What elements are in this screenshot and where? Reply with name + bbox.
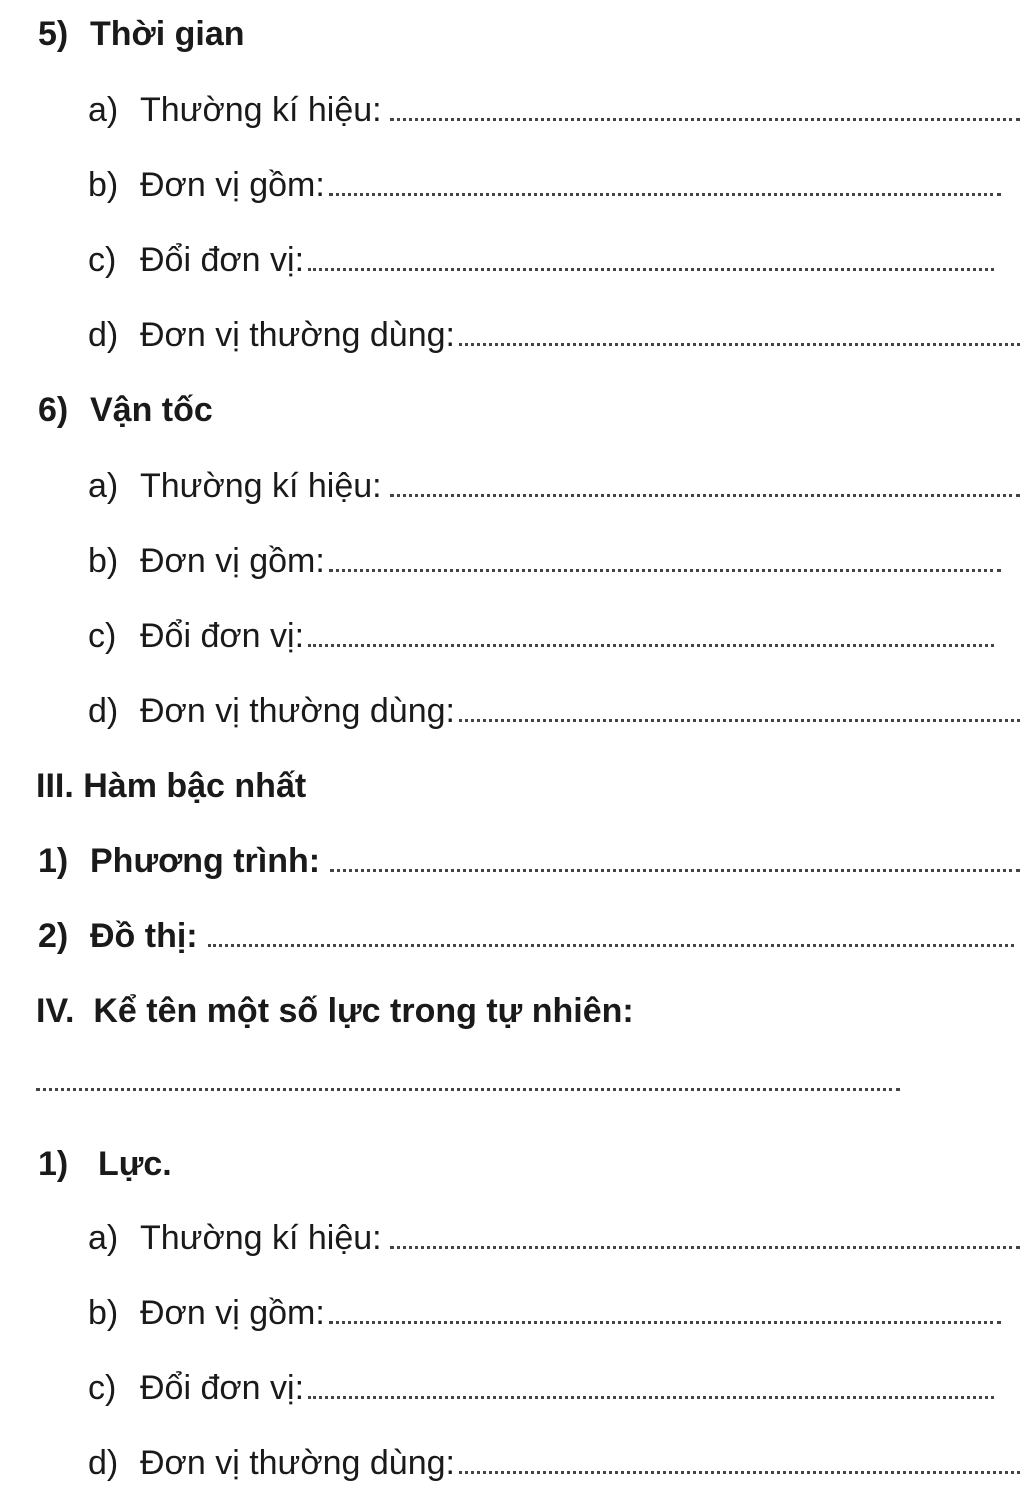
section-number: 6)	[38, 391, 69, 429]
answer-blank-forces-list[interactable]	[36, 1088, 900, 1091]
answer-blank[interactable]	[308, 1396, 994, 1399]
answer-blank[interactable]	[459, 719, 1020, 722]
section-title: III. Hàm bậc nhất	[36, 767, 307, 805]
section-title: Thời gian	[90, 15, 245, 53]
item-label: Đơn vị gồm:	[140, 1294, 325, 1332]
time-item-c	[88, 230, 994, 280]
section-title: IV. Kể tên một số lực trong tự nhiên:	[36, 992, 634, 1030]
forces-item-b	[88, 1283, 1001, 1333]
item-letter: b)	[88, 166, 119, 204]
section-linear-function-heading	[36, 756, 306, 806]
time-item-b	[88, 155, 1001, 205]
section-number: 5)	[38, 15, 69, 53]
time-item-a	[88, 80, 1020, 130]
velocity-item-a	[88, 456, 1020, 506]
forces-subheading	[38, 1134, 172, 1184]
item-label: Đồ thị:	[90, 917, 198, 955]
item-letter: b)	[88, 1294, 119, 1332]
item-number: 1)	[38, 1145, 69, 1183]
item-letter: c)	[88, 1369, 117, 1407]
item-label: Đơn vị gồm:	[140, 166, 325, 204]
item-label: Đơn vị thường dùng:	[140, 692, 455, 730]
answer-blank[interactable]	[459, 343, 1020, 346]
item-label: Đơn vị thường dùng:	[140, 316, 455, 354]
answer-blank[interactable]	[390, 118, 1020, 121]
section-time-heading	[38, 4, 245, 54]
item-label: Thường kí hiệu:	[140, 1219, 382, 1257]
item-number: 2)	[38, 917, 69, 955]
forces-item-a	[88, 1208, 1020, 1258]
item-label: Thường kí hiệu:	[140, 91, 382, 129]
item-number: 1)	[38, 842, 69, 880]
item-label: Phương trình:	[90, 842, 321, 880]
answer-blank[interactable]	[208, 944, 1014, 947]
item-label: Đổi đơn vị:	[140, 1369, 305, 1407]
forces-item-c	[88, 1358, 994, 1408]
answer-blank[interactable]	[390, 494, 1020, 497]
item-title: Lực.	[98, 1145, 172, 1183]
answer-blank[interactable]	[329, 569, 1001, 572]
item-label: Thường kí hiệu:	[140, 467, 382, 505]
item-letter: a)	[88, 467, 119, 505]
item-letter: d)	[88, 316, 119, 354]
item-letter: a)	[88, 1219, 119, 1257]
item-letter: a)	[88, 91, 119, 129]
answer-blank[interactable]	[308, 644, 994, 647]
section-forces-heading	[36, 981, 634, 1031]
answer-blank[interactable]	[308, 268, 994, 271]
answer-blank[interactable]	[329, 193, 1001, 196]
answer-blank[interactable]	[329, 1321, 1001, 1324]
time-item-d	[88, 305, 1020, 355]
velocity-item-d	[88, 681, 1020, 731]
item-label: Đổi đơn vị:	[140, 617, 305, 655]
item-label: Đổi đơn vị:	[140, 241, 305, 279]
forces-item-d	[88, 1433, 1020, 1483]
item-letter: b)	[88, 542, 119, 580]
velocity-item-b	[88, 531, 1001, 581]
answer-blank[interactable]	[459, 1471, 1020, 1474]
answer-blank[interactable]	[390, 1246, 1020, 1249]
answer-blank[interactable]	[330, 869, 1020, 872]
item-letter: d)	[88, 1444, 119, 1482]
linear-item-equation	[38, 831, 1020, 881]
item-label: Đơn vị thường dùng:	[140, 1444, 455, 1482]
item-label: Đơn vị gồm:	[140, 542, 325, 580]
item-letter: c)	[88, 241, 117, 279]
item-letter: c)	[88, 617, 117, 655]
linear-item-graph	[38, 906, 1014, 956]
velocity-item-c	[88, 606, 994, 656]
item-letter: d)	[88, 692, 119, 730]
section-velocity-heading	[38, 380, 213, 430]
section-title: Vận tốc	[90, 391, 213, 429]
